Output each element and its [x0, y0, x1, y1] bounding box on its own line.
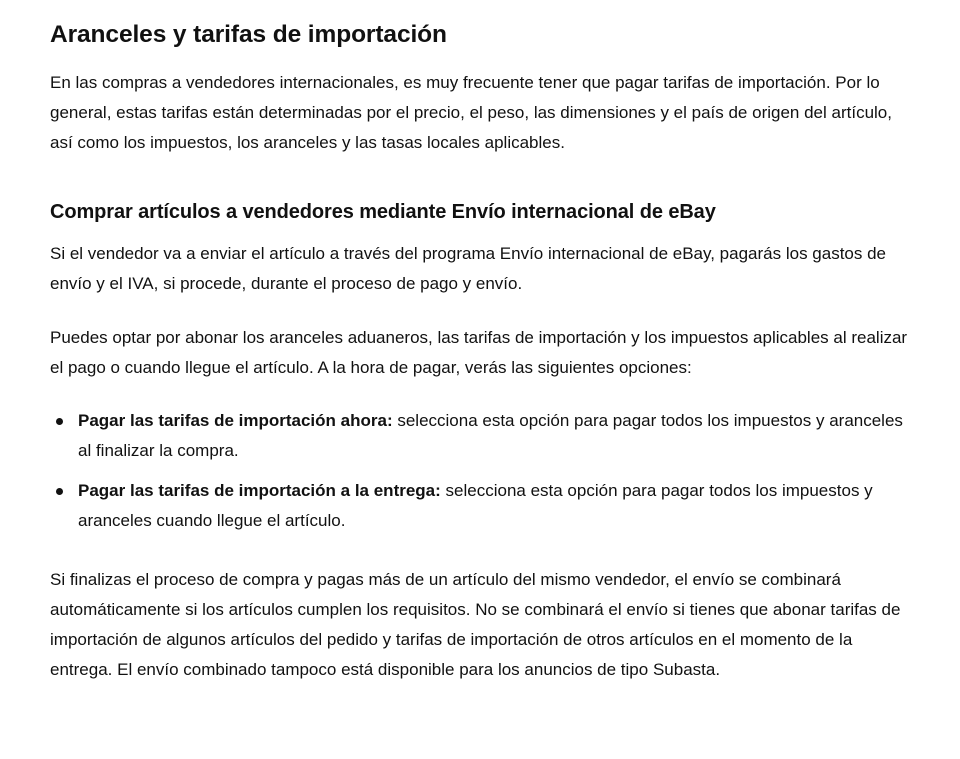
option-text: selecciona esta opción para pagar todos los impuestos y aranceles cuando llegue el artículo. — [78, 481, 873, 530]
option-label: Pagar las tarifas de importación ahora: — [78, 411, 393, 430]
article-content — [50, 0, 910, 685]
page-title: Aranceles y tarifas de importación — [50, 21, 447, 48]
list-item-pay-on-delivery — [78, 476, 910, 536]
bullet-icon — [56, 488, 63, 495]
list-item-pay-now — [78, 406, 910, 466]
bullet-icon — [56, 418, 63, 425]
section-heading: Comprar artículos a vendedores mediante Envío internacional de eBay — [50, 201, 716, 223]
options-list — [50, 406, 910, 536]
section-paragraph-2: Puedes optar por abonar los aranceles aduaneros, las tarifas de importación y los impuestos aplicables al realizar el pago o cuando llegue el artículo. A la hora de pagar, verás las siguientes opciones: — [50, 328, 908, 377]
option-text: selecciona esta opción para pagar todos los impuestos y aranceles al finalizar la compra. — [78, 411, 903, 460]
option-label: Pagar las tarifas de importación a la entrega: — [78, 481, 441, 500]
section-paragraph-3: Si finalizas el proceso de compra y pagas más de un artículo del mismo vendedor, el envío se combinará automáticamente si los artículos cumplen los requisitos. No se combinará el envío si tienes que abonar tarifas de importación de algunos artículos del pedido y tarifas de importación de otros artículos en el momento de la entrega. El envío combinado tampoco está disponible para los anuncios de tipo Subasta. — [50, 570, 901, 679]
intro-paragraph: En las compras a vendedores internacionales, es muy frecuente tener que pagar tarifas de importación. Por lo general, estas tarifas están determinadas por el precio, el peso, las dimensiones y el país de origen del artículo, así como los impuestos, los aranceles y las tasas locales aplicables. — [50, 73, 892, 152]
section-paragraph-1: Si el vendedor va a enviar el artículo a través del programa Envío internacional de eBay, pagarás los gastos de envío y el IVA, si procede, durante el proceso de pago y envío. — [50, 244, 887, 293]
